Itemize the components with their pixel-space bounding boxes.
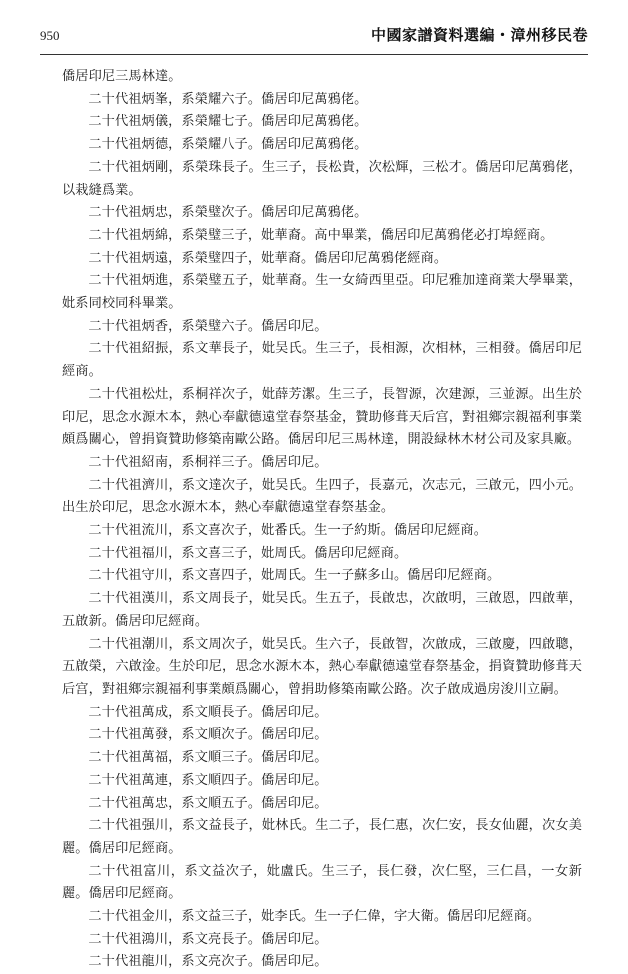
paragraph: 二十代祖萬連，系文順四子。僑居印尼。: [88, 772, 328, 788]
header-rule: [40, 54, 588, 55]
page-number: 950: [40, 28, 60, 43]
paragraph: 二十代祖炳剛，系榮珠長子。生三子，長松貴，次松輝，三松才。僑居印尼萬鴉佬，以栽縫爲業。: [62, 159, 582, 198]
paragraph: 二十代祖濟川，系文達次子，妣吴氏。生四子，長嘉元，次志元，三啟元，四小元。出生於印尼，思念水源木本，熱心奉獻德遠堂春祭基金。: [62, 477, 582, 516]
paragraph: 二十代祖福川，系文喜三子，妣周氏。僑居印尼經商。: [88, 545, 408, 561]
text-body: [62, 66, 582, 974]
paragraph: 二十代祖漢川，系文周長子，妣吴氏。生五子，長啟忠，次啟明，三啟恩，四啟華，五啟新。僑居印尼經商。: [62, 591, 582, 629]
paragraph: 二十代祖炳遠，系榮璧四子，妣華裔。僑居印尼萬鴉佬經商。: [88, 250, 448, 266]
page-header: [40, 22, 588, 52]
paragraph: 二十代祖守川，系文喜四子，妣周氏。生一子蘇多山。僑居印尼經商。: [88, 568, 501, 584]
paragraph: 二十代祖炳峯，系榮耀六子。僑居印尼萬鴉佬。: [88, 91, 368, 107]
paragraph: 二十代祖龍川，系文亮次子。僑居印尼。: [88, 954, 328, 970]
paragraph: 二十代祖萬福，系文順三子。僑居印尼。: [88, 750, 328, 766]
paragraph: 二十代祖强川，系文益長子，妣林氏。生二子，長仁惠，次仁安，長女仙麗，次女美麗。僑居印尼經商。: [62, 818, 582, 856]
paragraph: 二十代祖富川，系文益次子，妣盧氏。生三子，長仁發，次仁堅，三仁昌，一女新麗。僑居印尼經商。: [62, 863, 582, 902]
paragraph: 二十代祖萬成，系文順長子。僑居印尼。: [88, 704, 328, 720]
paragraph: 二十代祖流川，系文喜次子，妣番氏。生一子約斯。僑居印尼經商。: [88, 523, 488, 539]
paragraph: 僑居印尼三馬林達。: [62, 69, 182, 84]
paragraph: 二十代祖炳香，系榮璧六子。僑居印尼。: [88, 318, 328, 334]
paragraph: 二十代祖松灶，系桐祥次子，妣薛芳潔。生三子，長智源，次建源，三並源。出生於印尼，思念水源木本，熱心奉獻德遠堂春祭基金，贊助修葺天后宫，對祖鄉宗親福利事業頗爲關心，曾捐資贊助修築南歐公路。僑居印尼三馬林達，開設緑林木材公司及家具廠。: [62, 386, 582, 448]
paragraph: 二十代祖炳忠，系榮璧次子。僑居印尼萬鴉佬。: [88, 205, 368, 221]
paragraph: 二十代祖潮川，系文周次子，妣吴氏。生六子，長啟智，次啟成，三啟慶，四啟聰，五啟榮，六啟淦。生於印尼，思念水源木本，熱心奉獻德遠堂春祭基金，捐資贊助修葺天后宫，對祖鄉宗親福利事業頗爲關心，曾捐助修築南歐公路。次子啟成過房浚川立嗣。: [62, 636, 582, 697]
paragraph: 二十代祖炳進，系榮璧五子，妣華裔。生一女綺西里亞。印尼雅加達商業大學畢業，妣系同校同科畢業。: [62, 273, 582, 312]
paragraph: 二十代祖紹南，系桐祥三子。僑居印尼。: [88, 454, 328, 470]
paragraph: 二十代祖金川，系文益三子，妣李氏。生一子仁偉，字大衛。僑居印尼經商。: [88, 909, 541, 925]
running-head: 中國家譜資料選編・漳州移民卷: [370, 26, 588, 44]
paragraph: 二十代祖紹振，系文華長子，妣吴氏。生三子，長相源，次相林，三相發。僑居印尼經商。: [62, 341, 582, 380]
paragraph: 二十代祖鴻川，系文亮長子。僑居印尼。: [88, 931, 328, 947]
paragraph: 二十代祖萬發，系文順次子。僑居印尼。: [88, 727, 328, 743]
paragraph: 二十代祖萬忠，系文順五子。僑居印尼。: [88, 795, 328, 811]
paragraph: 二十代祖炳德，系榮耀八子。僑居印尼萬鴉佬。: [88, 137, 368, 153]
paragraph: 二十代祖炳儀，系榮耀七子。僑居印尼萬鴉佬。: [88, 114, 368, 130]
paragraph: 二十代祖炳綿，系榮璧三子，妣華裔。高中畢業，僑居印尼萬鴉佬必打埠經商。: [88, 227, 554, 243]
